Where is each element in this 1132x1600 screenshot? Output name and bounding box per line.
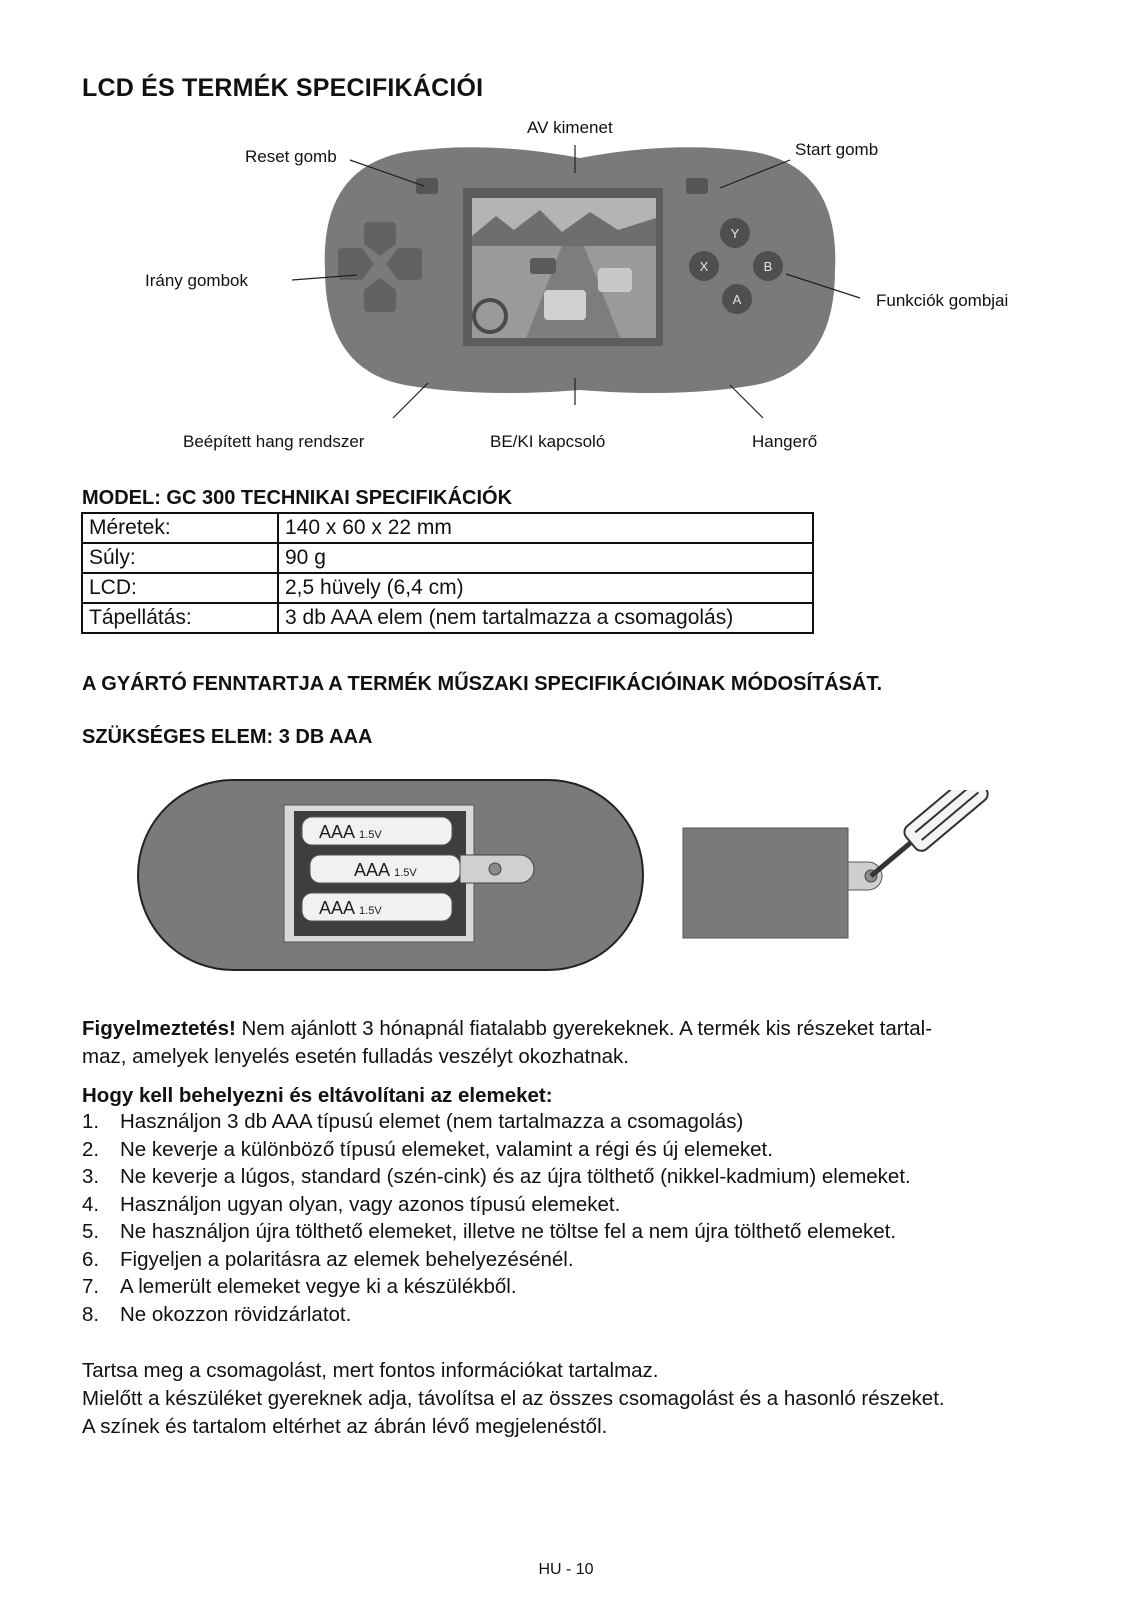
battery-type-label: AAA — [319, 822, 355, 842]
spec-key: Méretek: — [82, 513, 278, 543]
closing-paragraph — [82, 1357, 945, 1441]
step-text: A lemerült elemeket vegye ki a készülékből. — [120, 1275, 517, 1298]
spec-value: 3 db AAA elem (nem tartalmazza a csomagolás) — [278, 603, 813, 633]
battery-voltage-label: 1.5V — [394, 867, 417, 879]
step-number: 5. — [82, 1220, 100, 1243]
spec-value: 90 g — [278, 543, 813, 573]
svg-text:X: X — [699, 259, 709, 274]
page-title: LCD ÉS TERMÉK SPECIFIKÁCIÓI — [82, 74, 484, 102]
battery-steps-list — [82, 1108, 911, 1328]
warning-text-line1: Nem ajánlott 3 hónapnál fiatalabb gyerekeknek. A termék kis részeket tartal- — [235, 1017, 933, 1040]
list-item — [82, 1136, 911, 1164]
spec-key: Tápellátás: — [82, 603, 278, 633]
warning-label: Figyelmeztetés! — [82, 1017, 236, 1040]
page-number: HU - 10 — [538, 1561, 594, 1578]
step-text: Figyeljen a polaritásra az elemek behelyezésénél. — [120, 1247, 574, 1271]
warning-paragraph — [82, 1015, 932, 1071]
step-number: 1. — [82, 1110, 100, 1133]
list-item — [82, 1301, 911, 1329]
manufacturer-note: A GYÁRTÓ FENNTARTJA A TERMÉK MŰSZAKI SPECIFIKÁCIÓINAK MÓDOSÍTÁSÁT. — [82, 673, 882, 695]
reset-button-label: Reset gomb — [245, 147, 337, 166]
closing-line: A színek és tartalom eltérhet az ábrán lévő megjelenéstől. — [82, 1415, 608, 1438]
battery-cover — [683, 828, 848, 938]
battery-heading: SZÜKSÉGES ELEM: 3 DB AAA — [82, 726, 373, 748]
battery-type-label: AAA — [319, 898, 355, 918]
spec-key: LCD: — [82, 573, 278, 603]
battery-voltage-label: 1.5V — [359, 905, 382, 917]
list-item — [82, 1108, 911, 1136]
table-row — [82, 513, 813, 543]
volume-label: Hangerő — [752, 432, 818, 451]
power-switch-label: BE/KI kapcsoló — [490, 432, 606, 451]
battery-compartment-illustration — [130, 775, 650, 975]
svg-text:A: A — [732, 292, 742, 307]
step-text: Ne keverje a különböző típusú elemeket, valamint a régi és új elemeket. — [120, 1137, 773, 1161]
step-number: 7. — [82, 1275, 100, 1298]
closing-line: Tartsa meg a csomagolást, mert fontos információkat tartalmaz. — [82, 1359, 659, 1382]
list-item — [82, 1163, 911, 1191]
warning-text-line2: maz, amelyek lenyelés esetén fulladás veszélyt okozhatnak. — [82, 1045, 629, 1068]
start-button-label: Start gomb — [795, 140, 879, 159]
svg-text:B: B — [763, 259, 773, 274]
list-item — [82, 1191, 911, 1219]
step-number: 2. — [82, 1137, 100, 1161]
list-item — [82, 1273, 911, 1301]
spec-table — [81, 512, 814, 634]
battery-cover-illustration — [680, 790, 1010, 950]
step-number: 6. — [82, 1247, 100, 1271]
step-number: 8. — [82, 1302, 100, 1326]
direction-buttons-label: Irány gombok — [145, 271, 248, 290]
step-text: Használjon 3 db AAA típusú elemet (nem tartalmazza a csomagolás) — [120, 1110, 744, 1133]
spec-value: 2,5 hüvely (6,4 cm) — [278, 573, 813, 603]
step-text: Ne okozzon rövidzárlatot. — [120, 1302, 352, 1326]
table-row — [82, 543, 813, 573]
av-output-label: AV kimenet — [527, 118, 613, 137]
step-text: Használjon ugyan olyan, vagy azonos típusú elemeket. — [120, 1192, 621, 1216]
spec-heading: MODEL: GC 300 TECHNIKAI SPECIFIKÁCIÓK — [82, 487, 513, 509]
callout-lines — [0, 0, 1132, 460]
step-number: 3. — [82, 1165, 100, 1188]
spec-key: Súly: — [82, 543, 278, 573]
svg-text:Y: Y — [730, 226, 740, 241]
list-item — [82, 1218, 911, 1246]
table-row — [82, 603, 813, 633]
step-number: 4. — [82, 1192, 100, 1216]
speaker-label: Beépített hang rendszer — [183, 432, 365, 451]
step-text: Ne használjon újra tölthető elemeket, illetve ne töltse fel a nem újra tölthető elemeket. — [120, 1220, 897, 1243]
step-text: Ne keverje a lúgos, standard (szén-cink) és az újra tölthető (nikkel-kadmium) elemeket. — [120, 1165, 911, 1188]
spec-value: 140 x 60 x 22 mm — [278, 513, 813, 543]
table-row — [82, 573, 813, 603]
battery-voltage-label: 1.5V — [359, 829, 382, 841]
list-item — [82, 1246, 911, 1274]
closing-line: Mielőtt a készüléket gyereknek adja, távolítsa el az összes csomagolást és a hasonló részeket. — [82, 1387, 945, 1410]
function-buttons-label: Funkciók gombjai — [876, 291, 1009, 310]
battery-type-label: AAA — [354, 860, 390, 880]
steps-heading: Hogy kell behelyezni és eltávolítani az elemeket: — [82, 1084, 553, 1107]
